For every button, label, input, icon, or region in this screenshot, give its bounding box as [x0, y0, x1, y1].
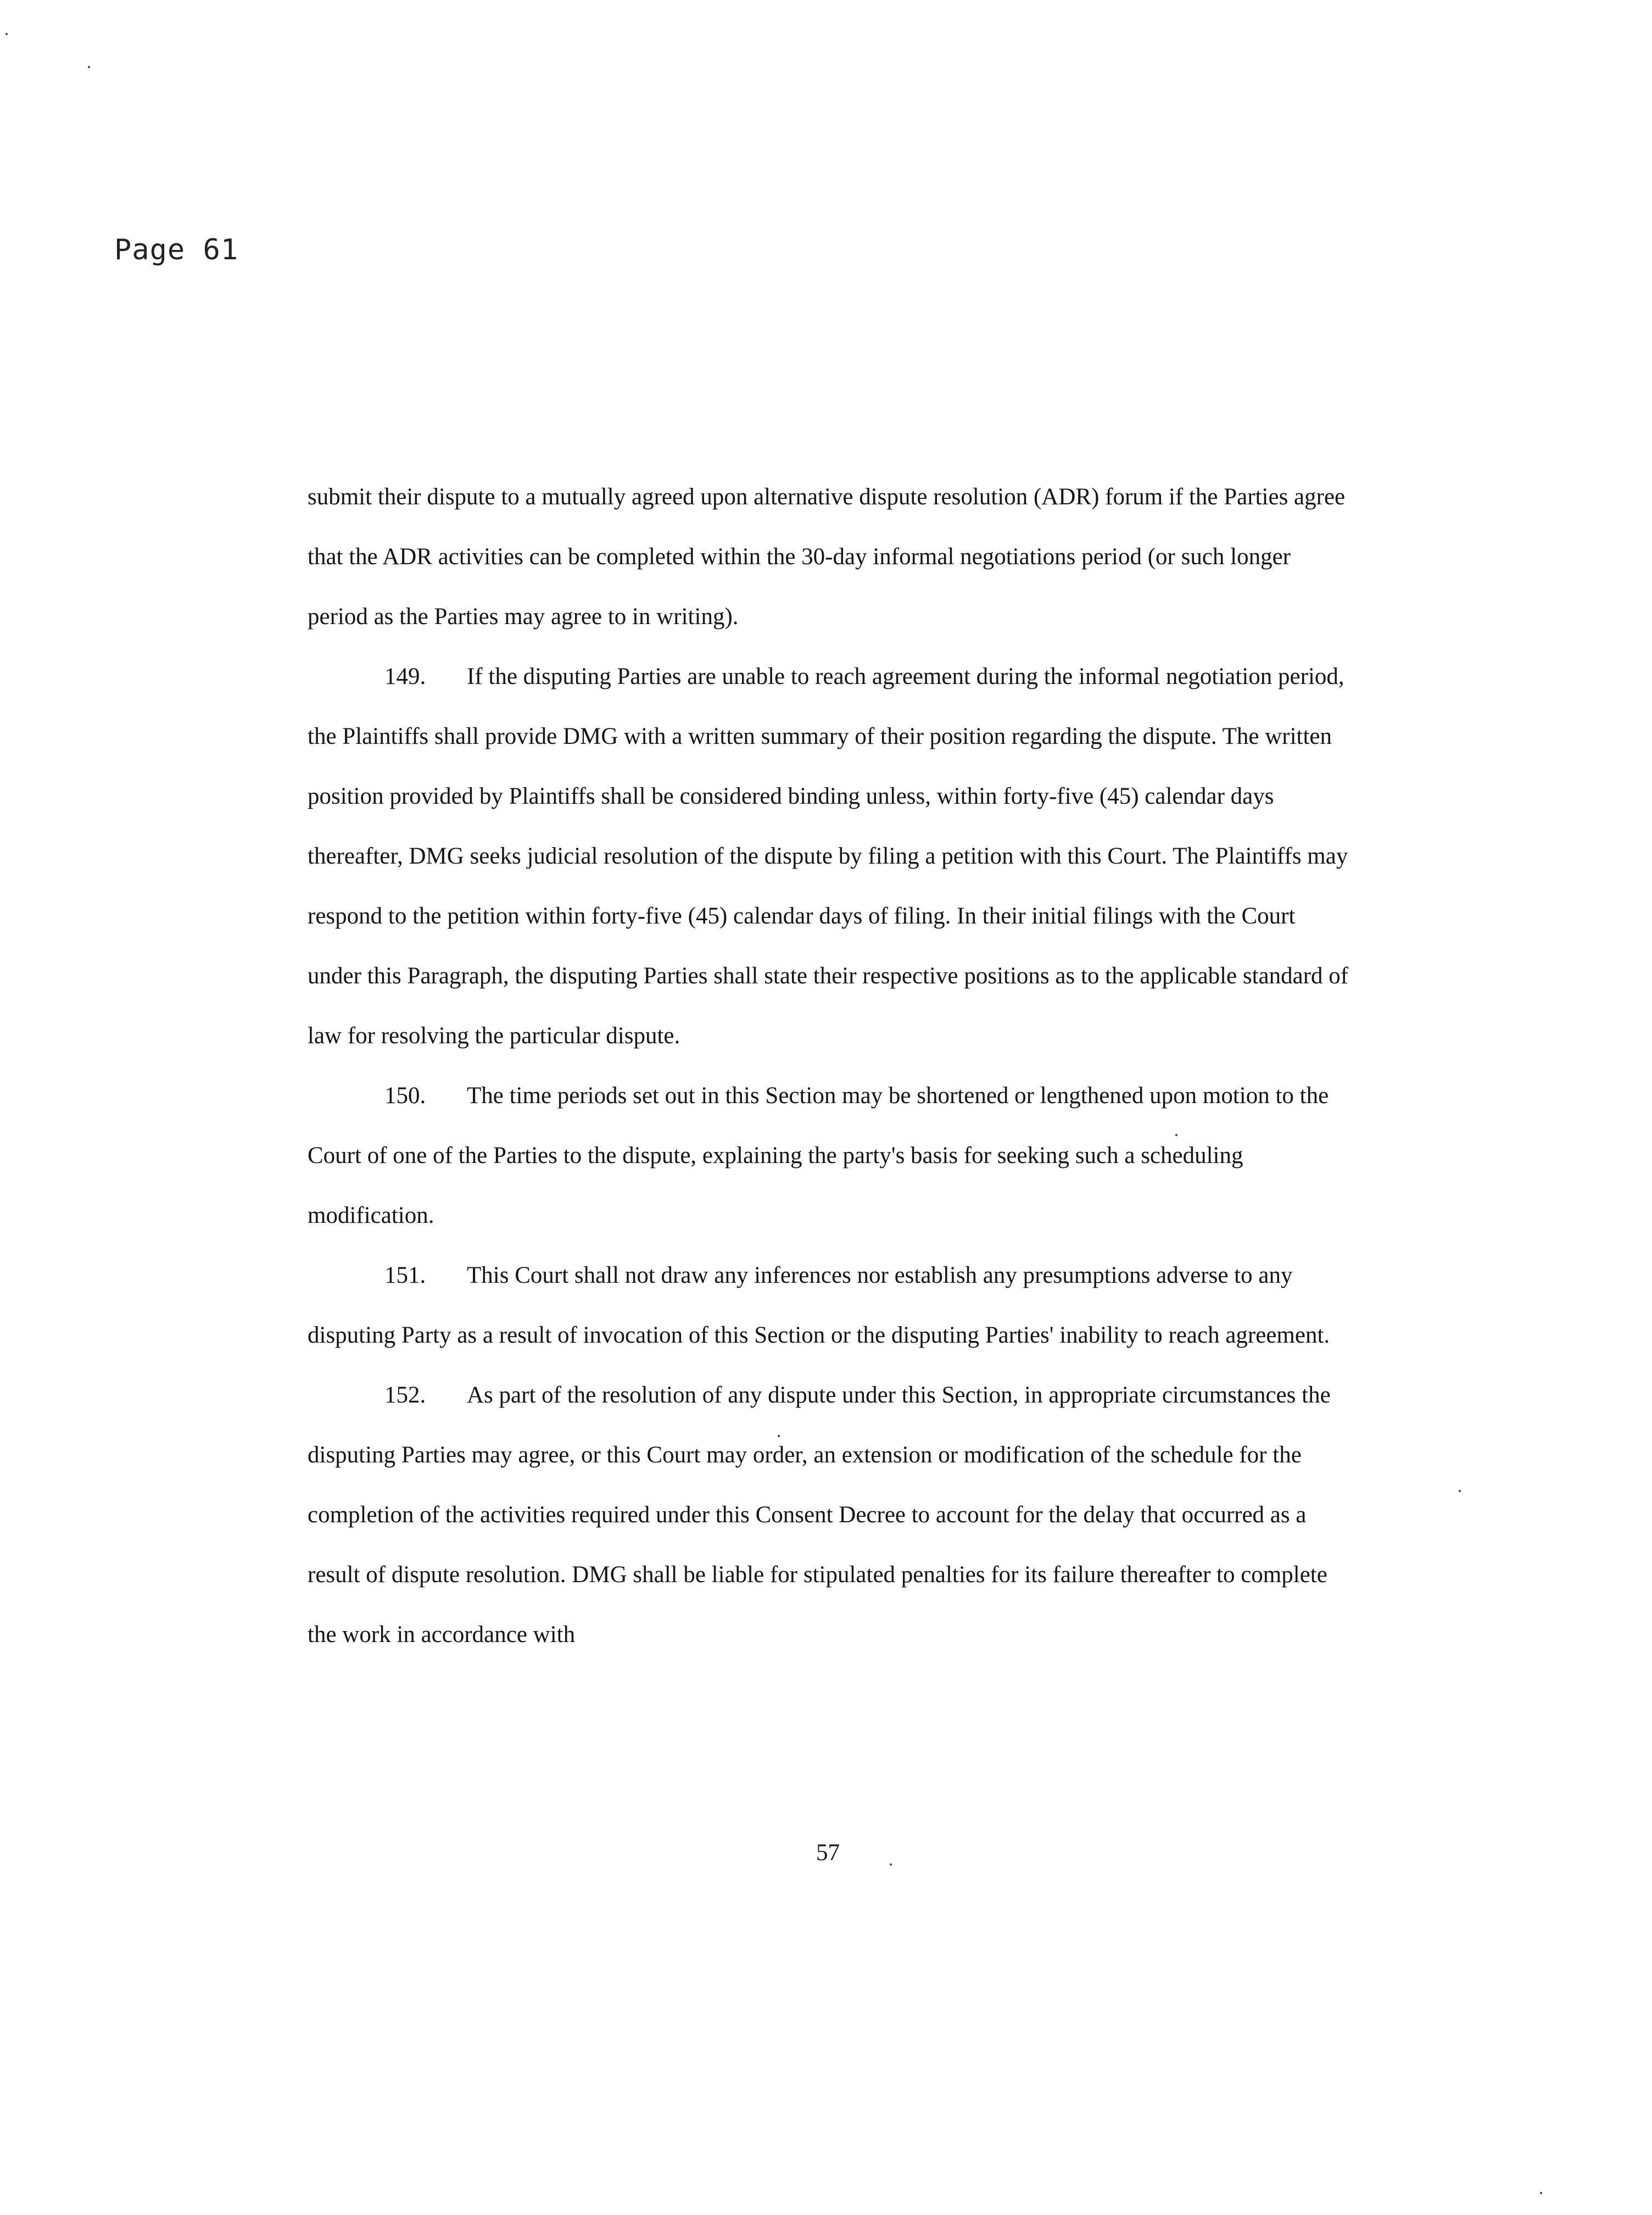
paragraph-text: submit their dispute to a mutually agreed upon alternative dispute resolution (ADR) forum if the Parties agree that the ADR activities can be completed within the 30-day informal negotiations period (or such longer period as the Parties may agree to in writing).	[308, 484, 1346, 630]
paragraph-number: 149.	[384, 664, 426, 689]
scan-speck	[5, 33, 8, 35]
scan-speck	[890, 1863, 892, 1866]
page-header-label: Page 61	[114, 233, 239, 266]
scan-speck	[1540, 2192, 1542, 2194]
paragraph-152	[308, 1365, 1351, 1665]
scan-speck	[1175, 1134, 1177, 1136]
scan-speck	[778, 1435, 780, 1437]
paragraph-150	[308, 1066, 1351, 1245]
paragraph-text: As part of the resolution of any dispute under this Section, in appropriate circumstances the disputing Parties may agree, or this Court may order, an extension or modification of the schedule for the completion of the activities required under this Consent Decree to account for the delay that occurred as a result of dispute resolution. DMG shall be liable for stipulated penalties for its failure thereafter to complete the work in accordance with	[308, 1382, 1331, 1648]
paragraph-text: The time periods set out in this Section may be shortened or lengthened upon motion to the Court of one of the Parties to the dispute, explaining the party's basis for seeking such a scheduling modification.	[308, 1083, 1329, 1228]
paragraph-continuation	[308, 467, 1351, 647]
paragraph-number: 152.	[384, 1382, 426, 1408]
paragraph-text: If the disputing Parties are unable to reach agreement during the informal negotiation period, the Plaintiffs shall provide DMG with a written summary of their position regarding the dispute. The written position provided by Plaintiffs shall be considered binding unless, within forty-five (45) calendar days thereafter, DMG seeks judicial resolution of the dispute by filing a petition with this Court. The Plaintiffs may respond to the petition within forty-five (45) calendar days of filing. In their initial filings with the Court under this Paragraph, the disputing Parties shall state their respective positions as to the applicable standard of law for resolving the particular dispute.	[308, 664, 1349, 1049]
paragraph-number: 150.	[384, 1083, 426, 1109]
paragraph-text: This Court shall not draw any inferences nor establish any presumptions adverse to any disputing Party as a result of invocation of this Section or the disputing Parties' inability to reach agreement.	[308, 1262, 1330, 1348]
paragraph-151	[308, 1245, 1351, 1365]
page-number: 57	[816, 1840, 840, 1866]
paragraph-149	[308, 647, 1351, 1066]
paragraph-number: 151.	[384, 1262, 426, 1288]
document-body	[308, 467, 1351, 1665]
scan-speck	[1459, 1490, 1461, 1492]
scan-speck	[88, 66, 90, 68]
